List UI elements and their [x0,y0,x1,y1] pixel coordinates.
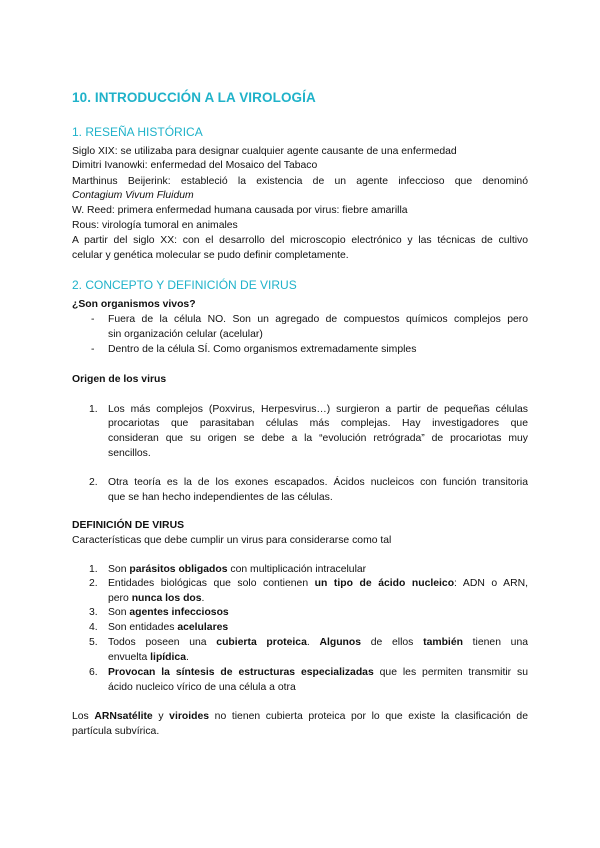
history-line: A partir del siglo XX: con el desarrollo del microscopio electrónico y las técnicas de cultivo [72,235,528,246]
origin-text: sencillos. [108,448,151,459]
list-number: 4. [89,622,98,633]
origin-heading: Origen de los virus [72,374,167,385]
origin-text: procariotas que parasitaban células más complejas. Hay investigadores que [108,418,528,429]
origin-text: Los más complejos (Poxvirus, Herpesvirus…) surgieron a partir de pequeñas células [108,404,528,415]
history-line-italic: Contagium Vivum Fluidum [72,190,194,201]
def-text: ácido nucleico vírico de una célula a otra [108,682,296,693]
page-title: 10. INTRODUCCIÓN A LA VIROLOGÍA [72,90,316,105]
list-number: 5. [89,637,98,648]
dash-marker: - [91,314,95,325]
def-text: Entidades biológicas que solo contienen un tipo de ácido nucleico: ADN o ARN, [108,578,528,589]
bullet-text: sin organización celular (acelular) [108,329,263,340]
bullet-text: Fuera de la célula NO. Son un agregado de compuestos químicos complejos pero [108,314,528,325]
list-number: 1. [89,564,98,575]
list-number: 3. [89,607,98,618]
def-text: Son agentes infecciosos [108,607,229,618]
definition-intro: Características que debe cumplir un virus para considerarse como tal [72,535,392,546]
def-text: Son entidades acelulares [108,622,229,633]
history-line: Siglo XIX: se utilizaba para designar cualquier agente causante de una enfermedad [72,146,457,157]
closing-paragraph: partícula subvírica. [72,726,160,737]
def-text: envuelta lipídica. [108,652,189,663]
section-heading-history: 1. RESEÑA HISTÓRICA [72,125,203,139]
history-line: celular y genética molecular se pudo definir completamente. [72,250,349,261]
closing-paragraph: Los ARNsatélite y viroides no tienen cubierta proteica por lo que existe la clasificación de [72,711,528,722]
history-line: W. Reed: primera enfermedad humana causada por virus: fiebre amarilla [72,205,408,216]
history-line: Dimitri Ivanowki: enfermedad del Mosaico del Tabaco [72,160,318,171]
list-number: 1. [89,404,98,415]
origin-text: que se han hecho independientes de las células. [108,492,333,503]
history-line: Rous: virología tumoral en animales [72,220,238,231]
def-text: pero nunca los dos. [108,593,205,604]
def-text: Todos poseen una cubierta proteica. Algunos de ellos también tienen una [108,637,529,648]
list-number: 6. [89,667,98,678]
section-heading-concept: 2. CONCEPTO Y DEFINICIÓN DE VIRUS [72,278,297,292]
definition-heading: DEFINICIÓN DE VIRUS [72,520,184,531]
question-heading: ¿Son organismos vivos? [72,299,196,310]
def-text: Provocan la síntesis de estructuras especializadas que les permiten transmitir su [108,667,528,678]
list-number: 2. [89,578,98,589]
history-line: Marthinus Beijerink: estableció la existencia de un agente infeccioso que denominó [72,176,528,187]
dash-marker: - [91,344,95,355]
bullet-text: Dentro de la célula SÍ. Como organismos extremadamente simples [108,344,417,355]
list-number: 2. [89,477,98,488]
def-text: Son parásitos obligados con multiplicación intracelular [108,564,367,575]
origin-text: Otra teoría es la de los exones escapados. Ácidos nucleicos con función transitoria [108,477,528,488]
origin-text: consideran que su origen se debe a la “evolución retrógrada” de procariotas muy [108,433,528,444]
